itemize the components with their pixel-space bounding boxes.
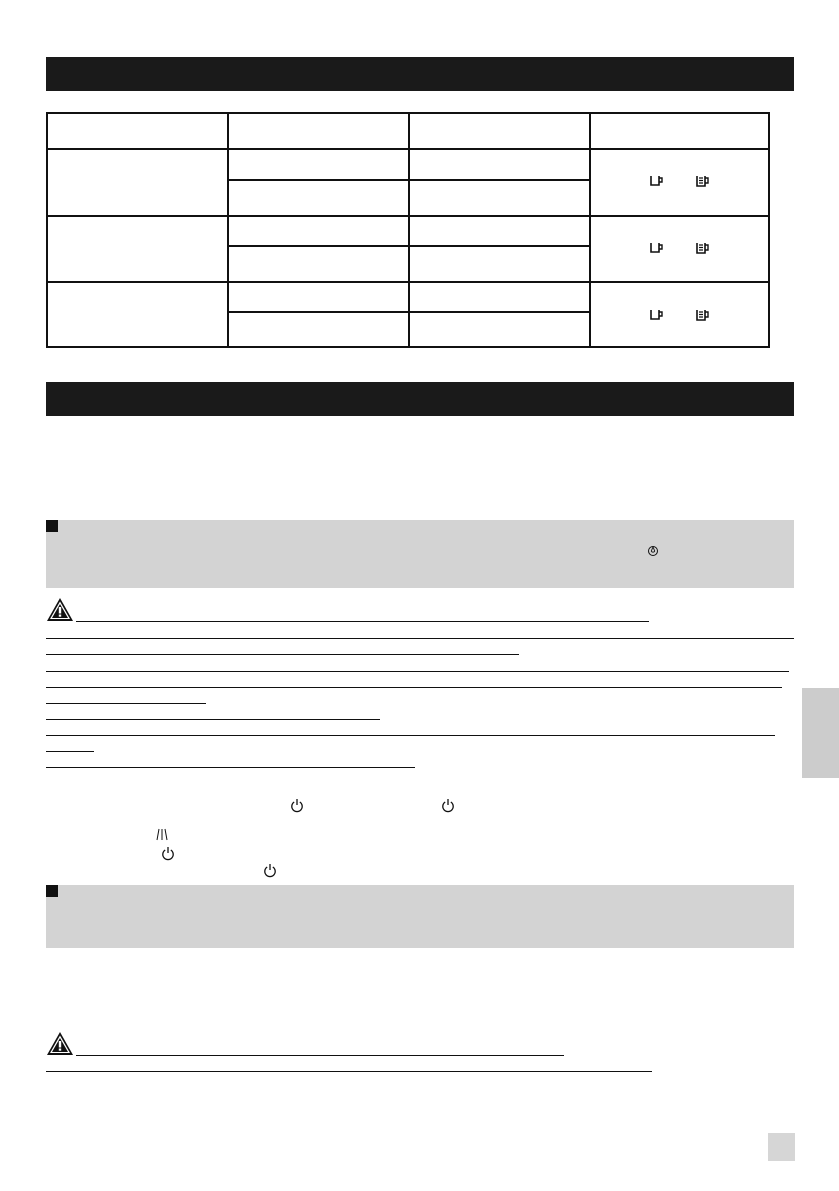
table-subrow-divider [227,311,591,313]
table-subrow-divider [227,179,591,181]
text-rule [46,654,519,655]
steam-icon [156,828,168,847]
single-cup-icon [649,174,665,188]
table-row-2-cup-icons [649,241,711,255]
water-drop-icon [647,543,659,561]
power-icon [290,798,304,818]
double-cup-icon [695,174,711,188]
text-rule [46,751,94,752]
text-rule [46,638,794,639]
table-subrow-divider [227,245,591,247]
power-icon [161,846,175,866]
warning-triangle-icon [46,597,74,627]
power-icon [263,863,277,883]
square-bullet-icon [46,520,58,532]
warning-1-underline [76,621,649,622]
text-rule [46,703,206,704]
single-cup-icon [649,241,665,255]
note-box-2 [46,885,794,948]
coffee-settings-table [46,112,770,348]
text-rule [46,735,775,736]
square-bullet-icon [46,885,58,897]
table-row-divider [48,215,768,217]
text-rule [46,1071,652,1072]
text-rule [46,671,789,672]
table-row-1-cup-icons [649,174,711,188]
section-header-bar-1 [46,57,794,91]
table-row-divider [48,281,768,283]
section-header-bar-2 [46,382,794,416]
power-icon [441,798,455,818]
page-number-box [768,1133,795,1161]
double-cup-icon [695,241,711,255]
text-rule [46,719,380,720]
single-cup-icon [649,308,665,322]
side-section-tab [802,688,839,778]
table-row-3-cup-icons [649,308,711,322]
text-rule [46,767,415,768]
warning-triangle-icon [46,1031,74,1061]
table-header-divider [48,148,768,150]
note-box-1 [46,520,794,588]
text-rule [46,687,782,688]
double-cup-icon [695,308,711,322]
warning-2-underline [76,1055,564,1056]
